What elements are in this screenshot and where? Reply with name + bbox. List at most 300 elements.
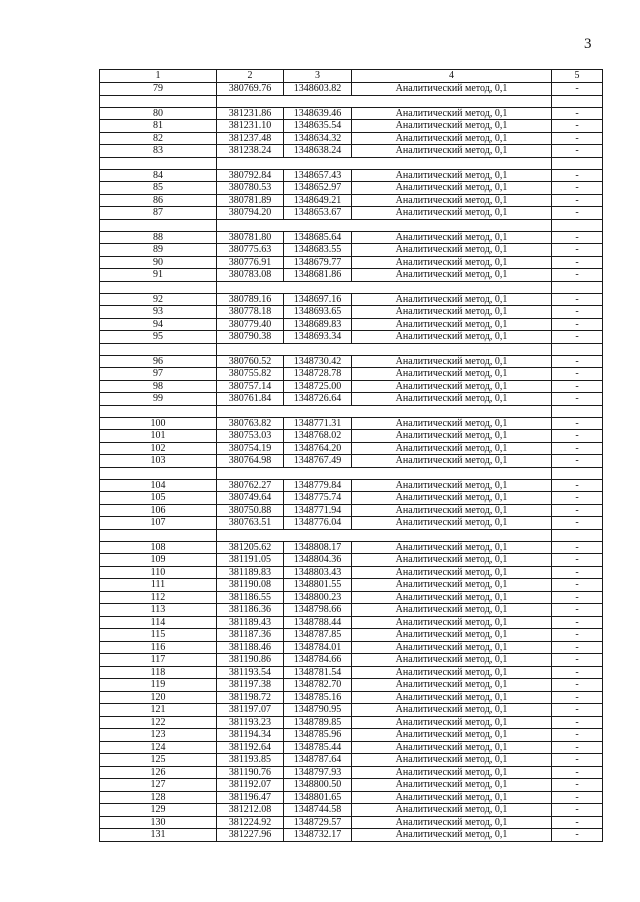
point-number-cell: 91 <box>100 269 217 282</box>
point-number-cell: 95 <box>100 331 217 344</box>
y-coordinate-cell: 1348785.96 <box>284 729 352 742</box>
y-coordinate-cell: 1348725.00 <box>284 380 352 393</box>
point-number-cell: 106 <box>100 504 217 517</box>
note-cell: - <box>552 107 603 120</box>
method-cell: Аналитический метод, 0,1 <box>352 666 552 679</box>
x-coordinate-cell: 380761.84 <box>217 393 284 406</box>
y-coordinate-cell: 1348801.65 <box>284 791 352 804</box>
method-cell: Аналитический метод, 0,1 <box>352 306 552 319</box>
note-cell: - <box>552 256 603 269</box>
separator-cell <box>552 467 603 479</box>
separator-gap <box>217 281 552 293</box>
x-coordinate-cell: 381197.38 <box>217 679 284 692</box>
method-cell: Аналитический метод, 0,1 <box>352 754 552 767</box>
table-row <box>100 541 603 554</box>
group-separator-row <box>100 405 603 417</box>
table-row <box>100 716 603 729</box>
x-coordinate-cell: 380792.84 <box>217 169 284 182</box>
note-cell: - <box>552 417 603 430</box>
table-row <box>100 269 603 282</box>
method-cell: Аналитический метод, 0,1 <box>352 579 552 592</box>
x-coordinate-cell: 381186.36 <box>217 604 284 617</box>
note-cell: - <box>552 430 603 443</box>
table-header-row <box>100 70 603 83</box>
point-number-cell: 129 <box>100 804 217 817</box>
table-row <box>100 331 603 344</box>
point-number-cell: 98 <box>100 380 217 393</box>
x-coordinate-cell: 380781.80 <box>217 231 284 244</box>
x-coordinate-cell: 380749.64 <box>217 492 284 505</box>
y-coordinate-cell: 1348775.74 <box>284 492 352 505</box>
method-cell: Аналитический метод, 0,1 <box>352 679 552 692</box>
x-coordinate-cell: 380779.40 <box>217 318 284 331</box>
separator-gap <box>217 219 552 231</box>
x-coordinate-cell: 381192.64 <box>217 741 284 754</box>
method-cell: Аналитический метод, 0,1 <box>352 132 552 145</box>
note-cell: - <box>552 145 603 158</box>
header-cell-1: 1 <box>100 70 217 83</box>
method-cell: Аналитический метод, 0,1 <box>352 554 552 567</box>
method-cell: Аналитический метод, 0,1 <box>352 355 552 368</box>
note-cell: - <box>552 691 603 704</box>
separator-cell <box>100 157 217 169</box>
table-row <box>100 591 603 604</box>
table-row <box>100 194 603 207</box>
method-cell: Аналитический метод, 0,1 <box>352 741 552 754</box>
method-cell: Аналитический метод, 0,1 <box>352 479 552 492</box>
note-cell: - <box>552 616 603 629</box>
note-cell: - <box>552 804 603 817</box>
table-row <box>100 641 603 654</box>
table-row <box>100 504 603 517</box>
y-coordinate-cell: 1348789.85 <box>284 716 352 729</box>
point-number-cell: 89 <box>100 244 217 257</box>
note-cell: - <box>552 554 603 567</box>
y-coordinate-cell: 1348764.20 <box>284 442 352 455</box>
point-number-cell: 114 <box>100 616 217 629</box>
y-coordinate-cell: 1348797.93 <box>284 766 352 779</box>
separator-gap <box>217 467 552 479</box>
point-number-cell: 92 <box>100 293 217 306</box>
note-cell: - <box>552 704 603 717</box>
separator-cell <box>552 281 603 293</box>
method-cell: Аналитический метод, 0,1 <box>352 829 552 842</box>
y-coordinate-cell: 1348635.54 <box>284 120 352 133</box>
x-coordinate-cell: 381231.10 <box>217 120 284 133</box>
coordinates-table <box>99 69 603 842</box>
x-coordinate-cell: 381198.72 <box>217 691 284 704</box>
method-cell: Аналитический метод, 0,1 <box>352 517 552 530</box>
note-cell: - <box>552 779 603 792</box>
group-separator-row <box>100 467 603 479</box>
y-coordinate-cell: 1348803.43 <box>284 566 352 579</box>
separator-cell <box>100 467 217 479</box>
point-number-cell: 111 <box>100 579 217 592</box>
point-number-cell: 86 <box>100 194 217 207</box>
separator-gap <box>217 343 552 355</box>
x-coordinate-cell: 380750.88 <box>217 504 284 517</box>
method-cell: Аналитический метод, 0,1 <box>352 269 552 282</box>
y-coordinate-cell: 1348788.44 <box>284 616 352 629</box>
method-cell: Аналитический метод, 0,1 <box>352 417 552 430</box>
point-number-cell: 94 <box>100 318 217 331</box>
group-separator-row <box>100 529 603 541</box>
point-number-cell: 96 <box>100 355 217 368</box>
x-coordinate-cell: 381231.86 <box>217 107 284 120</box>
y-coordinate-cell: 1348776.04 <box>284 517 352 530</box>
note-cell: - <box>552 318 603 331</box>
table-row <box>100 766 603 779</box>
note-cell: - <box>552 754 603 767</box>
y-coordinate-cell: 1348800.50 <box>284 779 352 792</box>
x-coordinate-cell: 381187.36 <box>217 629 284 642</box>
y-coordinate-cell: 1348787.64 <box>284 754 352 767</box>
header-cell-3: 3 <box>284 70 352 83</box>
method-cell: Аналитический метод, 0,1 <box>352 207 552 220</box>
note-cell: - <box>552 207 603 220</box>
x-coordinate-cell: 380775.63 <box>217 244 284 257</box>
x-coordinate-cell: 381237.48 <box>217 132 284 145</box>
table-row <box>100 691 603 704</box>
point-number-cell: 131 <box>100 829 217 842</box>
y-coordinate-cell: 1348649.21 <box>284 194 352 207</box>
point-number-cell: 127 <box>100 779 217 792</box>
note-cell: - <box>552 579 603 592</box>
x-coordinate-cell: 381212.08 <box>217 804 284 817</box>
group-separator-row <box>100 219 603 231</box>
point-number-cell: 101 <box>100 430 217 443</box>
note-cell: - <box>552 591 603 604</box>
table-row <box>100 791 603 804</box>
table-row <box>100 393 603 406</box>
separator-cell <box>552 95 603 107</box>
x-coordinate-cell: 381193.85 <box>217 754 284 767</box>
table-row <box>100 566 603 579</box>
method-cell: Аналитический метод, 0,1 <box>352 716 552 729</box>
method-cell: Аналитический метод, 0,1 <box>352 380 552 393</box>
point-number-cell: 113 <box>100 604 217 617</box>
method-cell: Аналитический метод, 0,1 <box>352 120 552 133</box>
point-number-cell: 85 <box>100 182 217 195</box>
y-coordinate-cell: 1348784.01 <box>284 641 352 654</box>
point-number-cell: 83 <box>100 145 217 158</box>
point-number-cell: 112 <box>100 591 217 604</box>
method-cell: Аналитический метод, 0,1 <box>352 318 552 331</box>
note-cell: - <box>552 231 603 244</box>
x-coordinate-cell: 381197.07 <box>217 704 284 717</box>
y-coordinate-cell: 1348697.16 <box>284 293 352 306</box>
separator-gap <box>217 95 552 107</box>
separator-gap <box>217 529 552 541</box>
note-cell: - <box>552 641 603 654</box>
note-cell: - <box>552 504 603 517</box>
note-cell: - <box>552 293 603 306</box>
x-coordinate-cell: 380760.52 <box>217 355 284 368</box>
point-number-cell: 82 <box>100 132 217 145</box>
method-cell: Аналитический метод, 0,1 <box>352 430 552 443</box>
table-row <box>100 741 603 754</box>
x-coordinate-cell: 381196.47 <box>217 791 284 804</box>
point-number-cell: 87 <box>100 207 217 220</box>
separator-cell <box>552 529 603 541</box>
x-coordinate-cell: 381194.34 <box>217 729 284 742</box>
note-cell: - <box>552 269 603 282</box>
point-number-cell: 123 <box>100 729 217 742</box>
x-coordinate-cell: 381193.54 <box>217 666 284 679</box>
point-number-cell: 79 <box>100 83 217 96</box>
table-row <box>100 579 603 592</box>
x-coordinate-cell: 381189.43 <box>217 616 284 629</box>
table-row <box>100 182 603 195</box>
table-row <box>100 132 603 145</box>
x-coordinate-cell: 380778.18 <box>217 306 284 319</box>
x-coordinate-cell: 380755.82 <box>217 368 284 381</box>
group-separator-row <box>100 281 603 293</box>
x-coordinate-cell: 380754.19 <box>217 442 284 455</box>
point-number-cell: 117 <box>100 654 217 667</box>
y-coordinate-cell: 1348800.23 <box>284 591 352 604</box>
table-row <box>100 169 603 182</box>
x-coordinate-cell: 380776.91 <box>217 256 284 269</box>
y-coordinate-cell: 1348787.85 <box>284 629 352 642</box>
method-cell: Аналитический метод, 0,1 <box>352 504 552 517</box>
x-coordinate-cell: 381192.07 <box>217 779 284 792</box>
table-row <box>100 306 603 319</box>
note-cell: - <box>552 393 603 406</box>
x-coordinate-cell: 381238.24 <box>217 145 284 158</box>
y-coordinate-cell: 1348784.66 <box>284 654 352 667</box>
y-coordinate-cell: 1348603.82 <box>284 83 352 96</box>
y-coordinate-cell: 1348732.17 <box>284 829 352 842</box>
x-coordinate-cell: 380781.89 <box>217 194 284 207</box>
method-cell: Аналитический метод, 0,1 <box>352 616 552 629</box>
group-separator-row <box>100 95 603 107</box>
method-cell: Аналитический метод, 0,1 <box>352 83 552 96</box>
separator-cell <box>100 343 217 355</box>
table-row <box>100 816 603 829</box>
table-row <box>100 804 603 817</box>
note-cell: - <box>552 442 603 455</box>
note-cell: - <box>552 741 603 754</box>
x-coordinate-cell: 380763.51 <box>217 517 284 530</box>
separator-cell <box>100 405 217 417</box>
x-coordinate-cell: 381186.55 <box>217 591 284 604</box>
header-cell-5: 5 <box>552 70 603 83</box>
note-cell: - <box>552 169 603 182</box>
table-row <box>100 355 603 368</box>
table-row <box>100 729 603 742</box>
group-separator-row <box>100 157 603 169</box>
y-coordinate-cell: 1348790.95 <box>284 704 352 717</box>
point-number-cell: 108 <box>100 541 217 554</box>
separator-cell <box>552 405 603 417</box>
point-number-cell: 125 <box>100 754 217 767</box>
y-coordinate-cell: 1348657.43 <box>284 169 352 182</box>
y-coordinate-cell: 1348771.31 <box>284 417 352 430</box>
table-row <box>100 417 603 430</box>
table-row <box>100 517 603 530</box>
x-coordinate-cell: 381191.05 <box>217 554 284 567</box>
x-coordinate-cell: 380753.03 <box>217 430 284 443</box>
point-number-cell: 103 <box>100 455 217 468</box>
method-cell: Аналитический метод, 0,1 <box>352 654 552 667</box>
point-number-cell: 102 <box>100 442 217 455</box>
point-number-cell: 81 <box>100 120 217 133</box>
x-coordinate-cell: 381189.83 <box>217 566 284 579</box>
method-cell: Аналитический метод, 0,1 <box>352 816 552 829</box>
point-number-cell: 128 <box>100 791 217 804</box>
y-coordinate-cell: 1348634.32 <box>284 132 352 145</box>
table-row <box>100 666 603 679</box>
y-coordinate-cell: 1348689.83 <box>284 318 352 331</box>
table-row <box>100 442 603 455</box>
y-coordinate-cell: 1348781.54 <box>284 666 352 679</box>
note-cell: - <box>552 716 603 729</box>
table-row <box>100 207 603 220</box>
method-cell: Аналитический метод, 0,1 <box>352 231 552 244</box>
point-number-cell: 100 <box>100 417 217 430</box>
method-cell: Аналитический метод, 0,1 <box>352 541 552 554</box>
note-cell: - <box>552 566 603 579</box>
y-coordinate-cell: 1348779.84 <box>284 479 352 492</box>
note-cell: - <box>552 120 603 133</box>
point-number-cell: 84 <box>100 169 217 182</box>
point-number-cell: 109 <box>100 554 217 567</box>
point-number-cell: 120 <box>100 691 217 704</box>
note-cell: - <box>552 355 603 368</box>
separator-cell <box>552 343 603 355</box>
note-cell: - <box>552 455 603 468</box>
note-cell: - <box>552 132 603 145</box>
table-row <box>100 754 603 767</box>
y-coordinate-cell: 1348683.55 <box>284 244 352 257</box>
note-cell: - <box>552 541 603 554</box>
method-cell: Аналитический метод, 0,1 <box>352 107 552 120</box>
y-coordinate-cell: 1348681.86 <box>284 269 352 282</box>
y-coordinate-cell: 1348768.02 <box>284 430 352 443</box>
y-coordinate-cell: 1348729.57 <box>284 816 352 829</box>
method-cell: Аналитический метод, 0,1 <box>352 169 552 182</box>
x-coordinate-cell: 381193.23 <box>217 716 284 729</box>
point-number-cell: 99 <box>100 393 217 406</box>
table-row <box>100 231 603 244</box>
method-cell: Аналитический метод, 0,1 <box>352 145 552 158</box>
x-coordinate-cell: 381190.86 <box>217 654 284 667</box>
table-row <box>100 83 603 96</box>
table-row <box>100 145 603 158</box>
point-number-cell: 107 <box>100 517 217 530</box>
table-row <box>100 829 603 842</box>
y-coordinate-cell: 1348685.64 <box>284 231 352 244</box>
point-number-cell: 124 <box>100 741 217 754</box>
note-cell: - <box>552 517 603 530</box>
x-coordinate-cell: 380780.53 <box>217 182 284 195</box>
x-coordinate-cell: 381190.76 <box>217 766 284 779</box>
point-number-cell: 119 <box>100 679 217 692</box>
table-row <box>100 629 603 642</box>
x-coordinate-cell: 380764.98 <box>217 455 284 468</box>
table-row <box>100 380 603 393</box>
y-coordinate-cell: 1348653.67 <box>284 207 352 220</box>
point-number-cell: 93 <box>100 306 217 319</box>
point-number-cell: 130 <box>100 816 217 829</box>
method-cell: Аналитический метод, 0,1 <box>352 331 552 344</box>
table-row <box>100 779 603 792</box>
note-cell: - <box>552 182 603 195</box>
method-cell: Аналитический метод, 0,1 <box>352 256 552 269</box>
y-coordinate-cell: 1348767.49 <box>284 455 352 468</box>
method-cell: Аналитический метод, 0,1 <box>352 641 552 654</box>
y-coordinate-cell: 1348785.44 <box>284 741 352 754</box>
separator-cell <box>100 219 217 231</box>
x-coordinate-cell: 380794.20 <box>217 207 284 220</box>
point-number-cell: 115 <box>100 629 217 642</box>
method-cell: Аналитический метод, 0,1 <box>352 492 552 505</box>
y-coordinate-cell: 1348808.17 <box>284 541 352 554</box>
x-coordinate-cell: 380783.08 <box>217 269 284 282</box>
note-cell: - <box>552 492 603 505</box>
x-coordinate-cell: 381190.08 <box>217 579 284 592</box>
y-coordinate-cell: 1348771.94 <box>284 504 352 517</box>
method-cell: Аналитический метод, 0,1 <box>352 591 552 604</box>
point-number-cell: 122 <box>100 716 217 729</box>
note-cell: - <box>552 629 603 642</box>
method-cell: Аналитический метод, 0,1 <box>352 729 552 742</box>
point-number-cell: 90 <box>100 256 217 269</box>
y-coordinate-cell: 1348726.64 <box>284 393 352 406</box>
note-cell: - <box>552 368 603 381</box>
method-cell: Аналитический метод, 0,1 <box>352 293 552 306</box>
x-coordinate-cell: 380762.27 <box>217 479 284 492</box>
y-coordinate-cell: 1348798.66 <box>284 604 352 617</box>
separator-cell <box>100 529 217 541</box>
separator-cell <box>100 281 217 293</box>
y-coordinate-cell: 1348693.65 <box>284 306 352 319</box>
header-cell-2: 2 <box>217 70 284 83</box>
point-number-cell: 88 <box>100 231 217 244</box>
x-coordinate-cell: 380789.16 <box>217 293 284 306</box>
x-coordinate-cell: 381205.62 <box>217 541 284 554</box>
table-row <box>100 244 603 257</box>
group-separator-row <box>100 343 603 355</box>
method-cell: Аналитический метод, 0,1 <box>352 704 552 717</box>
method-cell: Аналитический метод, 0,1 <box>352 566 552 579</box>
separator-cell <box>100 95 217 107</box>
x-coordinate-cell: 380790.38 <box>217 331 284 344</box>
point-number-cell: 105 <box>100 492 217 505</box>
table-row <box>100 604 603 617</box>
table-row <box>100 455 603 468</box>
table-row <box>100 654 603 667</box>
table-row <box>100 492 603 505</box>
y-coordinate-cell: 1348785.16 <box>284 691 352 704</box>
point-number-cell: 118 <box>100 666 217 679</box>
method-cell: Аналитический метод, 0,1 <box>352 791 552 804</box>
method-cell: Аналитический метод, 0,1 <box>352 442 552 455</box>
y-coordinate-cell: 1348730.42 <box>284 355 352 368</box>
note-cell: - <box>552 816 603 829</box>
x-coordinate-cell: 380769.76 <box>217 83 284 96</box>
note-cell: - <box>552 791 603 804</box>
note-cell: - <box>552 331 603 344</box>
method-cell: Аналитический метод, 0,1 <box>352 393 552 406</box>
method-cell: Аналитический метод, 0,1 <box>352 182 552 195</box>
separator-cell <box>552 157 603 169</box>
table-body <box>100 83 603 842</box>
x-coordinate-cell: 381188.46 <box>217 641 284 654</box>
note-cell: - <box>552 654 603 667</box>
note-cell: - <box>552 729 603 742</box>
